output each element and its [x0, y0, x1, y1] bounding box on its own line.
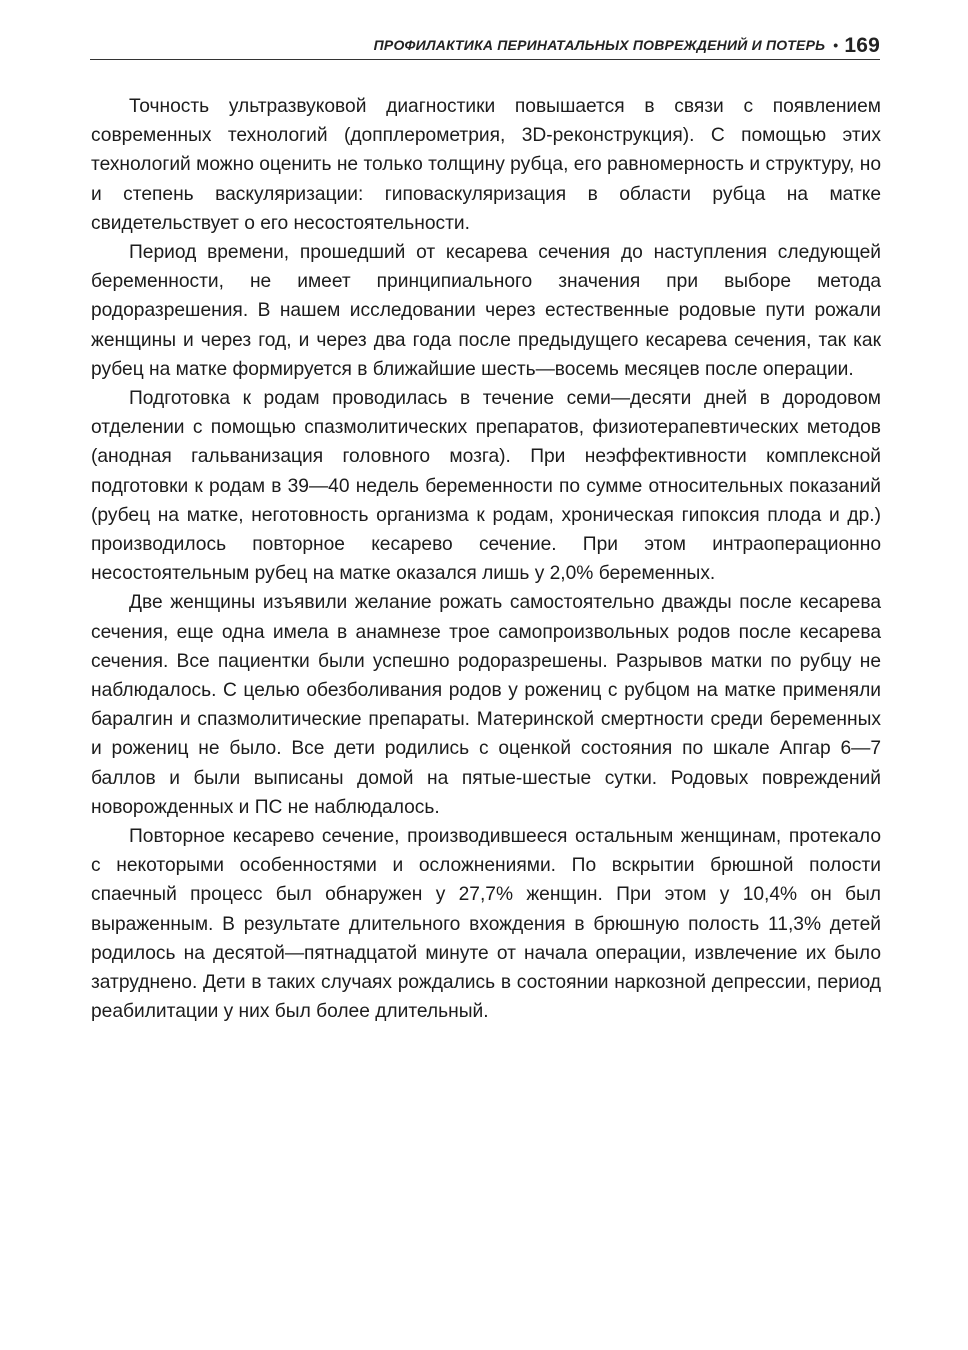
header-title: ПРОФИЛАКТИКА ПЕРИНАТАЛЬНЫХ ПОВРЕЖДЕНИЙ И ПОТЕРЬ [373, 37, 826, 53]
header-text [374, 34, 880, 57]
page-number: 169 [844, 34, 880, 57]
paragraph-4: Две женщины изъявили желание рожать самостоятельно дважды после кесарева сечения, еще одна имела в анамнезе трое самопроизвольных родов после кесарева сечения. Все пациентки были успешно родоразрешены. Разрывов матки по рубцу не наблюдалось. С целью обезболивания родов у рожениц с рубцом на матке применяли баралгин и спазмолитические препараты. Материнской смертности среди беременных и рожениц не было. Все дети родились с оценкой состояния по шкале Апгар 6—7 баллов и были выписаны домой на пятые-шестые сутки. Родовых повреждений новорожденных и ПС не наблюдалось. [91, 592, 881, 818]
paragraph-2: Период времени, прошедший от кесарева сечения до наступления следующей беременности, не имеет принципиального значения при выборе метода родоразрешения. В нашем исследовании через естественные родовые пути рожали женщины и через год, и через два года после предыдущего кесарева сечения, так как рубец на матке формируется в ближайшие шесть—восемь месяцев после операции. [91, 242, 881, 380]
header-bullet: • [833, 37, 839, 53]
body-text [91, 92, 881, 1027]
paragraph-1: Точность ультразвуковой диагностики повышается в связи с появлением современных технологий (допплерометрия, 3D-реконструкция). С помощью этих технологий можно оценить не только толщину рубца, его равномерность и структуру, но и степень васкуляризации: гиповаскуляризация в области рубца на матке свидетельствует о его несостоятельности. [91, 96, 881, 234]
paragraph-3: Подготовка к родам проводилась в течение семи—десяти дней в дородовом отделении с помощью спазмолитических препаратов, физиотерапевтических методов (анодная гальванизация головного мозга). При неэффективности комплексной подготовки к родам в 39—40 недель беременности по сумме относительных показаний (рубец на матке, неготовность организма к родам, хроническая гипоксия плода и др.) производилось повторное кесарево сечение. При этом интраоперационно несостоятельным рубец на матке оказался лишь у 2,0% беременных. [91, 388, 881, 585]
running-header [90, 34, 880, 64]
paragraph-5: Повторное кесарево сечение, производившееся остальным женщинам, протекало с некоторыми особенностями и осложнениями. По вскрытии брюшной полости спаечный процесс был обнаружен у 27,7% женщин. При этом у 10,4% он был выраженным. В результате длительного вхождения в брюшную полость 11,3% детей родилось на десятой—пятнадцатой минуте от начала операции, извлечение их было затруднено. Дети в таких случаях рождались в состоянии наркозной депрессии, период реабилитации у них был более длительный. [91, 826, 881, 1023]
header-rule [90, 59, 880, 60]
